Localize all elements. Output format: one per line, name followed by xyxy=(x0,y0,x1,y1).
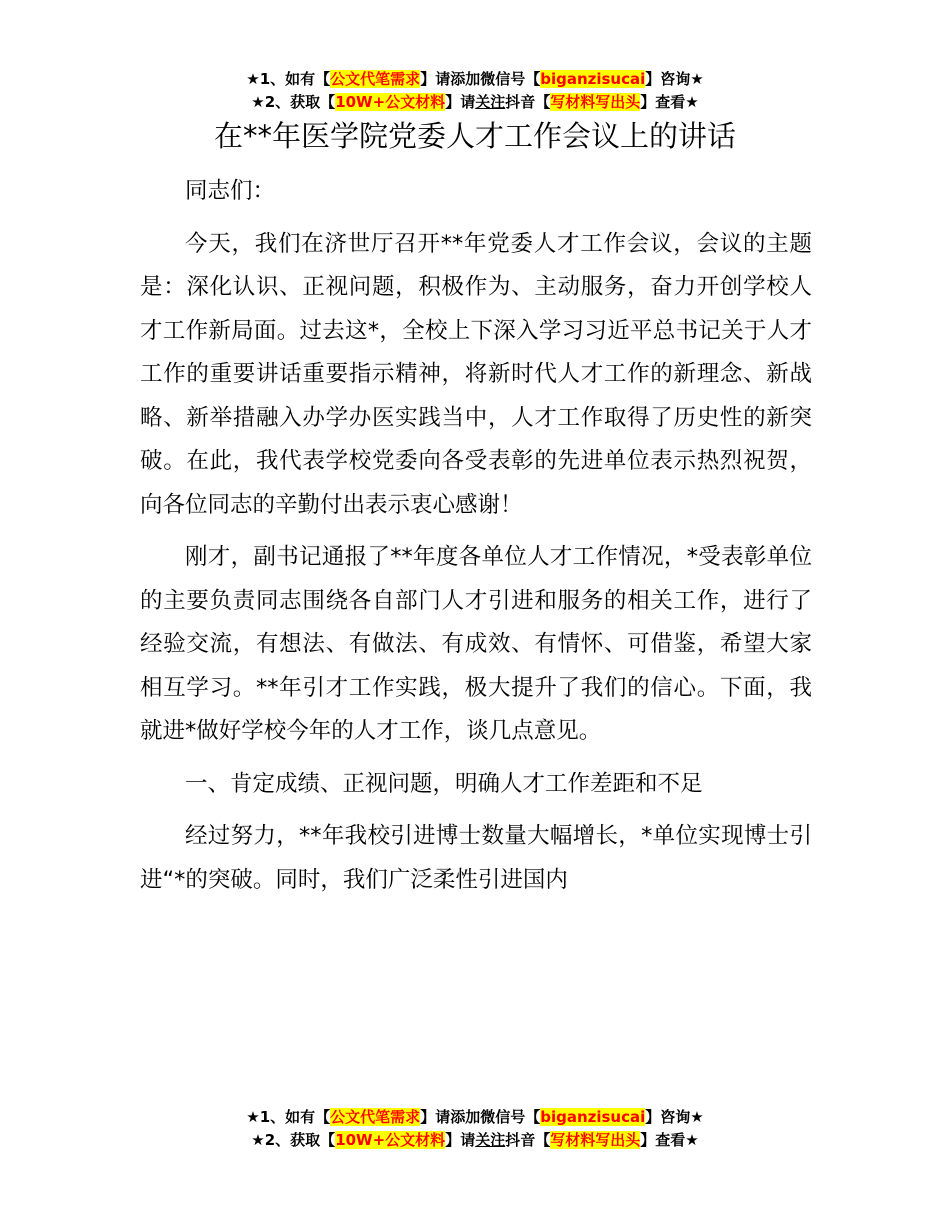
banner-line-2 xyxy=(0,1129,950,1152)
banner-text: 抖音【 xyxy=(505,93,551,111)
document-body xyxy=(140,170,812,902)
banner-text: 】请添加微信号【 xyxy=(420,1108,541,1126)
banner-highlight: 写材料写出头 xyxy=(550,93,641,111)
banner-text: 关注 xyxy=(475,93,506,111)
paragraph: 经过努力，**年我校引进博士数量大幅增长，*单位实现博士引进“*的突破。同时，我们广泛柔性引进国内 xyxy=(140,823,812,893)
banner-text: ★1、如有【 xyxy=(246,70,331,88)
banner-text: 】查看★ xyxy=(640,1131,699,1149)
banner-text: ★2、获取【 xyxy=(251,93,336,111)
banner-line-1 xyxy=(0,68,950,91)
banner-text: ★2、获取【 xyxy=(251,1131,336,1149)
banner-text: 】请 xyxy=(445,93,476,111)
banner-text: 】请 xyxy=(445,1131,476,1149)
greeting: 同志们： xyxy=(185,178,276,204)
banner-text: 】查看★ xyxy=(640,93,699,111)
banner-wechat-id: biganzisucai xyxy=(540,1108,646,1126)
banner-text: 】请添加微信号【 xyxy=(420,70,541,88)
banner-text: 关注 xyxy=(475,1131,506,1149)
footer-banner xyxy=(0,1106,950,1152)
banner-highlight: 10W+公文材料 xyxy=(335,1131,446,1149)
paragraph: 刚才，副书记通报了**年度各单位人才工作情况，*受表彰单位的主要负责同志围绕各自部门人才引进和服务的相关工作，进行了经验交流，有想法、有做法、有成效、有情怀、可借鉴，希望大家相互学习。**年引才工作实践，极大提升了我们的信心。下面，我就进*做好学校今年的人才工作，谈几点意见。 xyxy=(140,544,812,744)
banner-text: 抖音【 xyxy=(505,1131,551,1149)
page-title: 在**年医学院党委人才工作会议上的讲话 xyxy=(213,119,736,153)
section-heading: 一、肯定成绩、正视问题，明确人才工作差距和不足 xyxy=(185,770,703,797)
banner-highlight: 写材料写出头 xyxy=(550,1131,641,1149)
banner-highlight: 公文代笔需求 xyxy=(330,70,421,88)
banner-text: 】咨询★ xyxy=(645,1108,704,1126)
banner-text: 】咨询★ xyxy=(645,70,704,88)
banner-highlight: 10W+公文材料 xyxy=(335,93,446,111)
banner-line-1 xyxy=(0,1106,950,1129)
banner-line-2 xyxy=(0,91,950,114)
paragraph: 今天，我们在济世厅召开**年党委人才工作会议，会议的主题是：深化认识、正视问题，积极作为、主动服务，奋力开创学校人才工作新局面。过去这*，全校上下深入学习习近平总书记关于人才工作的重要讲话重要指示精神，将新时代人才工作的新理念、新战略、新举措融入办学办医实践当中，人才工作取得了历史性的新突破。在此，我代表学校党委向各受表彰的先进单位表示热烈祝贺，向各位同志的辛勤付出表示衷心感谢！ xyxy=(140,230,812,518)
banner-highlight: 公文代笔需求 xyxy=(330,1108,421,1126)
banner-wechat-id: biganzisucai xyxy=(540,70,646,88)
header-banner xyxy=(0,68,950,114)
banner-text: ★1、如有【 xyxy=(246,1108,331,1126)
